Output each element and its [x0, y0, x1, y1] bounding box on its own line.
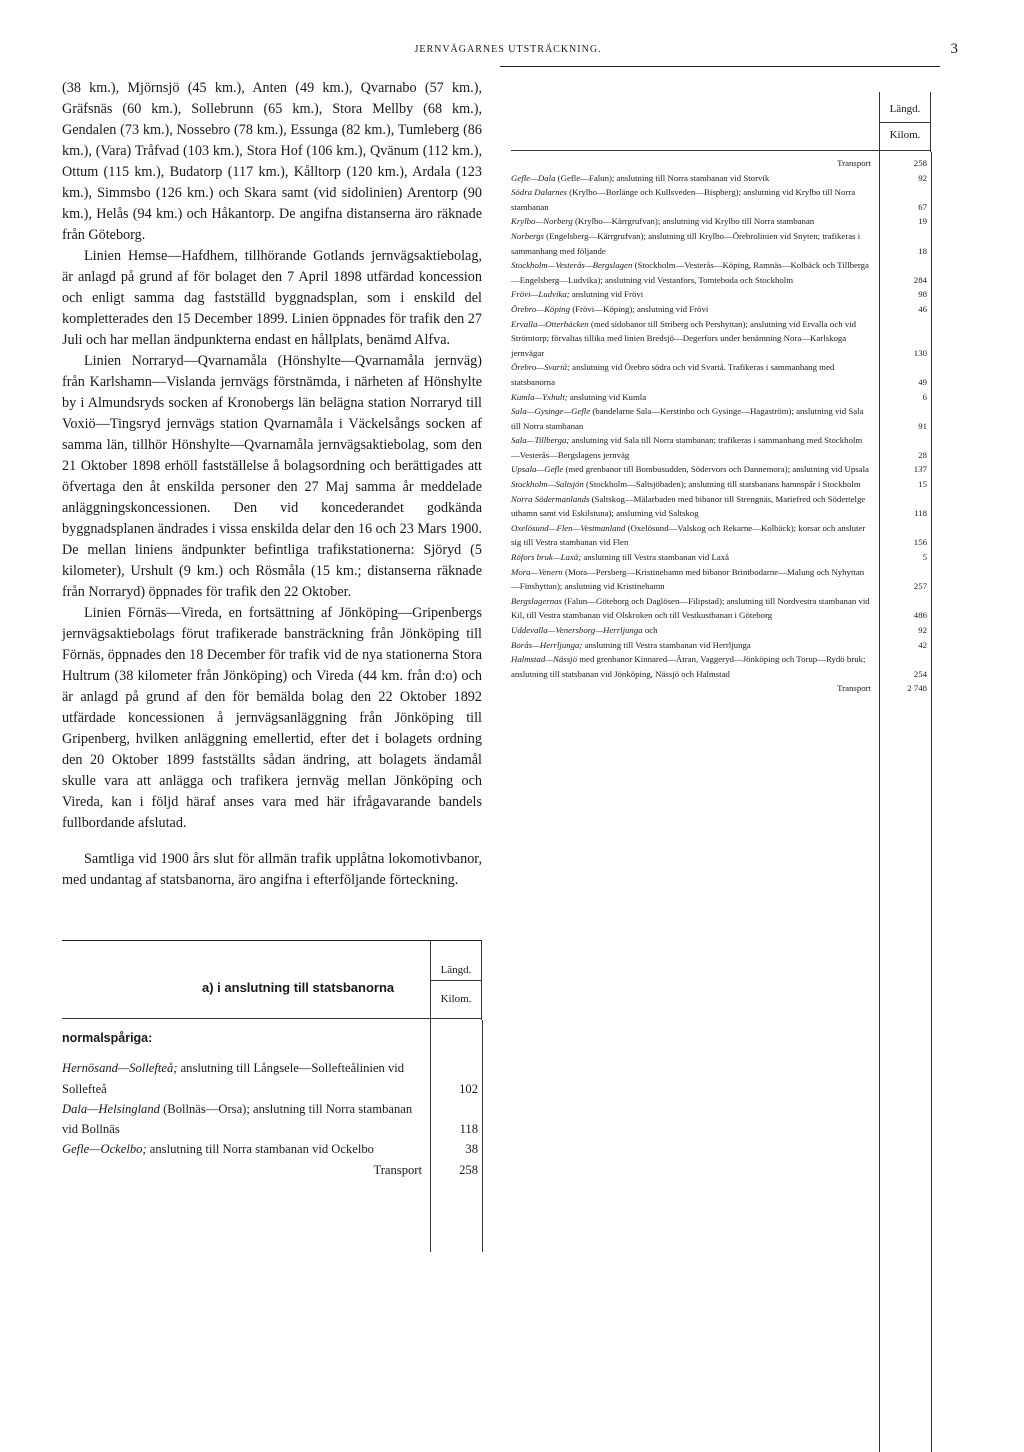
railway-description: (Oxelösund—Valskog och Rekarne—Kolbäck); korsar och ansluter sig till Vestra stambanan vid Flen [511, 522, 866, 548]
table-row [511, 433, 931, 462]
railway-description: anslutning till Långsele—Sollefteålinien vid Sollefteå [62, 1061, 405, 1096]
length-value: 38 [465, 1142, 478, 1157]
table-row [511, 477, 931, 492]
railway-description: anslutning vid Kumla [569, 391, 647, 402]
railway-name: Gefle—Dala [511, 172, 556, 183]
length-value: 42 [918, 639, 927, 650]
railway-description: (Krylbo—Kärrgrufvan); anslutning vid Krylbo till Norra stambanan [574, 216, 815, 227]
length-value: 137 [913, 464, 927, 475]
length-value: 118 [914, 508, 927, 519]
table-row [511, 360, 931, 389]
length-value: 257 [913, 581, 927, 592]
railway-description: anslutning till Vestra stambanan vid Laxå [583, 552, 730, 563]
length-value: 254 [913, 668, 927, 679]
table-row [511, 521, 931, 550]
railway-name: Halmstad—Nässjö [511, 654, 577, 665]
railway-name: Upsala—Gefle [511, 464, 564, 475]
railway-name: Röfors bruk—Laxå; [511, 552, 582, 563]
railway-name: Bergslagernas [511, 595, 562, 606]
paragraph-fornas-vireda: Linien Förnäs—Vireda, en fortsättning af Jönköping—Gripenbergs jernvägsaktiebolags förut trafikerade bansträckning från Jönköping till Förnäs, öppnades den 18 December för trafik vid de nya stationerna Stora Hultrum (38 kilometer från Jönköping) och Vireda (44 km. från d:o) och är anlagd på grund af den för bemälda bolag den 22 Oktober 1892 utfärdade koncessionen å jernvägsanläggning från Jönköping till Gripenberg, hvilken anläggning emellertid, efter det i bolagets ordning den 20 Oktober 1899 fastställts sådan ändring, att bolagets ändamål skulle vara att anlägga och trafikera jernväg mellan Jönköping och Vireda, kan i följd häraf anses vara med här ifrågavarande bandels fullbordande afslutad. [62, 605, 482, 831]
left-railway-table [62, 940, 482, 1180]
railway-name: Norra Södermanlands [511, 493, 590, 504]
page-number: 3 [950, 41, 958, 57]
railway-name: Stockholm—Vesterås—Bergslagen [511, 260, 633, 271]
right-transport-out: Transport 2 748 [837, 683, 927, 694]
table-row [511, 623, 931, 638]
right-railway-table [511, 92, 931, 696]
length-value: 5 [922, 552, 927, 563]
unit-label-right: Kilom. [889, 129, 921, 141]
length-value: 67 [918, 201, 927, 212]
railway-name: Krylbo—Norberg [511, 216, 573, 227]
paragraph-norraryd-qvarnamala: Linien Norraryd—Qvarnamåla (Hönshylte—Qvarnamåla jernväg) från Karlshamn—Vislanda jernvägs förstnämda, i närheten af Hönshylte by i Almundsryds socken af Kronobergs län belägna station Norraryd till Voxiö—Tingsryd jernvägs station Qvarnamåla i Väckelsångs socken af samma län, tillhör Hönshylte—Qvarnamåla jernvägsaktiebolag, som den 21 Oktober 1898 erhöll fastställelse å bolagsordning och berättigades att öfvertaga den åt enskilda personer den 27 Maj samma år meddelade anläggningskoncessionen. Den vid koncederandet godkända byggnadsplanen ändrades i vissa enskilda delar den 16 och 23 Mars 1900. De mellan liniens ändpunkter befintliga trafikstationerna: Sjöryd (5 kilometer), Urshult (9 km.) och Rösmåla (15 km.; distanserna räknade från Norraryd) öppnades för trafik den 22 Oktober. [62, 353, 483, 600]
table-row [511, 171, 931, 186]
length-value: 28 [918, 449, 927, 460]
railway-description: (Falun—Göteborg och Daglösen—Filipstad); anslutning till Nordvestra stambanan vid Kil, till Vestra stambanan vid Olskroken och till Vestkustbanan i Göteborg [511, 595, 870, 621]
paragraph-hemse-hafdhem: Linien Hemse—Hafdhem, tillhörande Gotlands jernvägsaktiebolag, är anlagd på grund af för bolaget den 7 April 1898 utfärdad koncession och enligt samma dag fastställd byggnadsplan, som i enskild del kompletterades den 15 December 1899. Linien öppnades för trafik den 27 Juli och har mellan ändpunkterna endast en hållplats, benämd Alfva. [62, 248, 482, 348]
table-row [62, 1058, 482, 1099]
length-value: 6 [922, 391, 927, 402]
railway-name: Hernösand—Sollefteå; [62, 1061, 178, 1076]
railway-description: (Frövi—Köping); anslutning vid Frövi [572, 303, 709, 314]
railway-description: (bandelarne Sala—Kerstinbo och Gysinge—Hagaström); anslutning vid Sala till Norra stambanan [511, 406, 864, 431]
length-value: 15 [918, 479, 927, 490]
length-value: 486 [913, 610, 927, 621]
table-row [511, 652, 931, 681]
table-row [511, 258, 931, 287]
railway-description: med grenbanor Kinnared—Ätran, Vaggeryd—Jönköping och Torup—Rydö bruk; anslutning till statsbanan vid Jönköping, Nässjö och Halmstad [511, 654, 866, 679]
paragraph-stations: (38 km.), Mjörnsjö (45 km.), Anten (49 km.), Qvarnabo (57 km.), Gräfsnäs (60 km.), Sollebrunn (65 km.), Stora Mellby (68 km.), Gendalen (73 km.), Nossebro (78 km.), Essunga (82 km.), Tumleberg (86 km.), (Vara) Tråfvad (103 km.), Stora Hof (106 km.), Qvänum (112 km.), Ottum (115 km.), Budatorp (117 km.), Kålltorp (120 km.), Ardala (123 km.), Simmsbo (126 km.) och Skara samt (vid sidolinien) Arentorp (90 km.), Helås (94 km.) och Håkantorp. De angifna distanserna äro räknade från Göteborg. [62, 80, 482, 243]
railway-description: anslutning vid Örebro södra och vid Svartå. Trafikeras i sammanhang med statsbanorna [511, 362, 835, 387]
railway-description: anslutning till Norra stambanan vid Ockelbo [149, 1142, 374, 1157]
length-value: 19 [918, 216, 927, 227]
railway-name: Ervalla—Otterbäcken [511, 318, 589, 329]
page-header [58, 41, 958, 64]
table-row [511, 462, 931, 477]
railway-name: Sala—Gysinge—Gefle [511, 406, 591, 417]
railway-name: Dala—Helsingland [62, 1101, 160, 1116]
right-transport-in: Transport 258 [837, 158, 927, 168]
railway-name: Stockholm—Saltsjön [511, 479, 584, 490]
railway-description: (Bollnäs—Orsa); anslutning till Norra stambanan vid Bollnäs [62, 1101, 413, 1137]
paragraph-samtliga: Samtliga vid 1900 års slut för allmän trafik upplåtna lokomotivbanor, med undantag af statsbanorna, äro angifna i efterföljande förteckning. [62, 851, 482, 888]
subsection-title: normalspåriga: [62, 1031, 153, 1045]
table-row [511, 638, 931, 653]
table-row [511, 492, 931, 521]
table-row [62, 1139, 482, 1159]
length-value: 49 [918, 376, 927, 387]
railway-name: Mora—Venern [511, 566, 563, 577]
section-title: a) i anslutning till statsbanorna [202, 980, 395, 995]
table-row [511, 317, 931, 361]
running-title: JERNVÄGARNES UTSTRÄCKNING. [414, 44, 602, 55]
railway-description: (Engelsberg—Kärrgrufvan); anslutning till Krylbo—Örebrolinien vid Snyten; trafikeras i sammanhang med följande [511, 230, 861, 256]
length-value: 98 [918, 289, 927, 300]
unit-label: Kilom. [440, 993, 472, 1005]
railway-description: och [644, 625, 658, 635]
railway-name: Borås—Herrljunga; [511, 639, 583, 650]
railway-name: Uddevalla—Venersborg—Herrljunga [511, 625, 643, 635]
table-row [511, 594, 931, 623]
railway-description: (med sidobanor till Striberg och Pershyttan); anslutning vid Ervalla och vid Strömtorp; förvaltas tillika med linien Bredsjö—Degerfors under benämning Nora—Karlskoga jernvägar [511, 318, 857, 358]
table-row [511, 229, 931, 258]
railway-name: Frövi—Ludvika; [511, 289, 570, 300]
railway-description: (Mora—Persberg—Kristinehamn med bibanor Brintbodarne—Malung och Nyhyttan—Finshyttan); anslutning vid Kristinehamn [511, 566, 865, 592]
length-value: 156 [913, 537, 927, 548]
table-row [511, 302, 931, 317]
table-row [511, 550, 931, 565]
left-column [62, 78, 482, 891]
railway-description: (Krylbo—Borlänge och Kullsveden—Bispberg); anslutning vid Krylbo till Norra stambanan [511, 187, 856, 212]
length-value: 92 [918, 172, 927, 183]
railway-description: anslutning till Vestra stambanan vid Herrljunga [584, 639, 751, 650]
railway-description: (Stockholm—Vesterås—Köping, Ramnäs—Kolbäck och Tillberga—Engelsberg—Ludvika); anslutning vid Vestanfors, Tomteboda och Stockholm [511, 260, 869, 285]
length-value: 102 [459, 1081, 478, 1096]
length-value: 18 [918, 245, 927, 256]
railway-description: (Saltskog—Mälarbaden med bibanor till Strengnäs, Mariefred och Södertelge uthamn samt vid Eskilstuna); anslutning vid Saltskog [511, 493, 866, 519]
length-value: 284 [913, 274, 927, 285]
length-value: 130 [913, 347, 927, 358]
header-rule [500, 66, 940, 67]
length-value: 118 [459, 1122, 478, 1137]
railway-description: anslutning vid Frövi [571, 289, 644, 300]
table-row [511, 390, 931, 405]
railway-description: (med grenbanor till Bombusudden, Södervors och Dannemora); anslutning vid Upsala [565, 464, 869, 475]
railway-name: Norbergs [511, 230, 544, 241]
length-label: Längd. [440, 964, 472, 976]
table-row [511, 404, 931, 433]
railway-name: Gefle—Ockelbo; [62, 1142, 147, 1157]
length-value: 46 [918, 303, 927, 314]
railway-name: Sala—Tillberga; [511, 435, 570, 446]
table-row [511, 185, 931, 214]
railway-name: Kumla—Yxhult; [511, 391, 568, 402]
length-value: 92 [918, 625, 927, 635]
length-value: 91 [918, 420, 927, 431]
table-row [62, 1099, 482, 1140]
table-row [511, 565, 931, 594]
length-label-right: Längd. [889, 103, 921, 115]
table-row [511, 287, 931, 302]
railway-description: (Stockholm—Saltsjöbaden); anslutning till statsbanans hamnspår i Stockholm [586, 479, 861, 490]
railway-description: (Gefle—Falun); anslutning till Norra stambanan vid Storvik [557, 172, 770, 183]
railway-name: Örebro—Köping [511, 303, 570, 314]
left-transport: Transport 258 [373, 1162, 478, 1177]
table-row [511, 214, 931, 229]
railway-name: Örebro—Svartå; [511, 362, 570, 373]
railway-description: anslutning vid Sala till Norra stambanan; trafikeras i sammanhang med Stockholm—Vesterås—Bergslagens jernväg [511, 435, 863, 460]
railway-name: Oxelösund—Flen—Vestmanland [511, 522, 626, 533]
railway-name: Södra Dalarnes [511, 187, 567, 198]
